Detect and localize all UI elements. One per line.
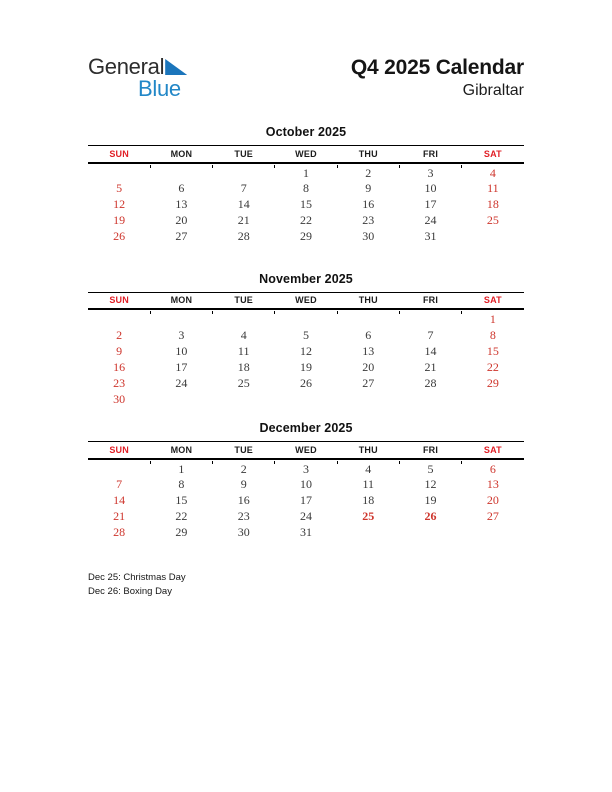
calendar-day: 7 (116, 477, 123, 491)
calendar-day: 26 (113, 229, 126, 243)
empty-day-cell (88, 309, 150, 327)
calendar-day: 23 (113, 375, 126, 390)
empty-day-cell (337, 309, 399, 327)
calendar-day: 21 (424, 359, 437, 374)
empty-day-cell (462, 229, 524, 245)
calendar-day: 9 (116, 343, 123, 358)
calendar-day: 11 (237, 343, 250, 358)
calendar-day: 4 (489, 165, 496, 180)
calendar-day: 3 (302, 461, 309, 476)
calendar-day: 18 (362, 493, 375, 507)
empty-day-cell (399, 309, 461, 327)
empty-day-cell (337, 525, 399, 541)
calendar-day: 16 (237, 493, 250, 507)
week-row (88, 229, 524, 245)
calendar-day: 17 (175, 359, 188, 374)
page-header (88, 56, 524, 104)
october-2025-section (88, 125, 524, 245)
calendar-day: 30 (237, 525, 250, 539)
day-header-row (88, 292, 524, 309)
day-header-tue: TUE (213, 146, 275, 163)
calendar-day: 16 (362, 197, 375, 211)
calendar-day: 10 (299, 477, 312, 491)
calendar-day: 25 (237, 375, 250, 390)
calendar-day: 19 (113, 213, 126, 227)
calendar-day: 24 (175, 375, 188, 390)
calendar-day: 14 (424, 343, 437, 358)
calendar-day: 1 (489, 312, 496, 326)
week-row (88, 343, 524, 359)
general-blue-logo (88, 56, 218, 100)
day-header-mon: MON (150, 146, 212, 163)
calendar-day: 29 (175, 525, 188, 539)
day-header-wed: WED (275, 146, 337, 163)
day-header-mon: MON (150, 442, 212, 459)
calendar-day: 23 (237, 509, 250, 523)
day-header-row (88, 442, 524, 459)
december-2025-calendar (88, 421, 524, 541)
calendar-day: 4 (240, 327, 247, 342)
week-row (88, 197, 524, 213)
day-header-sun: SUN (88, 146, 150, 163)
calendar-day: 1 (178, 461, 185, 476)
calendar-day: 11 (487, 181, 499, 195)
calendar-day: 18 (486, 197, 499, 211)
calendar-day: 7 (427, 327, 434, 342)
calendar-day: 29 (299, 229, 312, 243)
logo-word-general: General (88, 54, 165, 79)
calendar-day: 10 (175, 343, 188, 358)
december-2025-section (88, 421, 524, 541)
empty-day-cell (88, 163, 150, 181)
empty-day-cell (150, 309, 212, 327)
calendar-day: 3 (427, 165, 434, 180)
calendar-day: 7 (240, 181, 247, 195)
empty-day-cell (275, 391, 337, 407)
day-header-tue: TUE (213, 292, 275, 309)
day-header-sat: SAT (462, 292, 524, 309)
week-row (88, 477, 524, 493)
holiday-note: Dec 25: Christmas Day (88, 571, 186, 583)
day-header-sun: SUN (88, 292, 150, 309)
page-subtitle: Gibraltar (462, 82, 524, 99)
calendar-day: 23 (362, 213, 375, 227)
calendar-day: 27 (362, 375, 375, 390)
calendar-day: 22 (175, 509, 188, 523)
calendar-day: 22 (299, 213, 312, 227)
calendar-day: 9 (240, 477, 247, 491)
calendar-day: 28 (113, 525, 126, 539)
calendar-day: 12 (424, 477, 437, 491)
calendar-day: 5 (427, 461, 434, 476)
calendar-day: 30 (113, 391, 126, 406)
calendar-day: 17 (424, 197, 437, 211)
month-title: December 2025 (259, 421, 353, 435)
calendar-day: 20 (486, 493, 499, 507)
calendar-day: 5 (116, 181, 123, 195)
calendar-day: 28 (237, 229, 250, 243)
calendar-day: 2 (365, 165, 372, 180)
empty-day-cell (337, 391, 399, 407)
day-header-thu: THU (337, 292, 399, 309)
day-header-sun: SUN (88, 442, 150, 459)
calendar-day: 12 (113, 197, 126, 211)
empty-day-cell (275, 309, 337, 327)
week-row (88, 309, 524, 327)
day-header-thu: THU (337, 442, 399, 459)
day-header-fri: FRI (399, 292, 461, 309)
calendar-day: 27 (486, 509, 499, 523)
october-2025-calendar (88, 125, 524, 245)
calendar-day: 13 (362, 343, 375, 358)
calendar-day: 8 (302, 181, 309, 195)
calendar-day: 15 (175, 493, 188, 507)
calendar-day: 28 (424, 375, 437, 390)
calendar-day: 13 (175, 197, 188, 211)
day-header-sat: SAT (462, 146, 524, 163)
empty-day-cell (213, 163, 275, 181)
month-title: October 2025 (265, 125, 347, 139)
empty-day-cell (399, 525, 461, 541)
empty-day-cell (213, 391, 275, 407)
empty-day-cell (462, 525, 524, 541)
calendar-day: 6 (365, 327, 372, 342)
calendar-day: 27 (175, 229, 188, 243)
calendar-day: 26 (424, 509, 437, 523)
calendar-day: 29 (486, 375, 499, 390)
calendar-day: 3 (178, 327, 185, 342)
calendar-day: 26 (299, 375, 312, 390)
week-row (88, 525, 524, 541)
empty-day-cell (150, 391, 212, 407)
day-header-sat: SAT (462, 442, 524, 459)
november-2025-section (88, 272, 524, 408)
week-row (88, 327, 524, 343)
page-title: Q4 2025 Calendar (350, 56, 524, 79)
calendar-day: 30 (362, 229, 375, 243)
day-header-mon: MON (150, 292, 212, 309)
day-header-wed: WED (275, 442, 337, 459)
calendar-day: 12 (299, 343, 312, 358)
calendar-day: 24 (424, 213, 437, 227)
day-header-fri: FRI (399, 146, 461, 163)
calendar-day: 9 (365, 181, 372, 195)
week-row (88, 359, 524, 375)
calendar-day: 15 (486, 343, 499, 358)
calendar-day: 14 (237, 197, 250, 211)
calendar-day: 8 (489, 327, 496, 342)
week-row (88, 181, 524, 197)
calendar-day: 19 (424, 493, 437, 507)
day-header-row (88, 146, 524, 163)
calendar-day: 5 (302, 327, 309, 342)
week-row (88, 509, 524, 525)
holiday-notes (88, 571, 524, 599)
holiday-note: Dec 26: Boxing Day (88, 585, 172, 597)
title-block (351, 56, 524, 101)
calendar-day: 20 (362, 359, 375, 374)
calendar-day: 24 (299, 509, 312, 523)
calendar-day: 17 (299, 493, 312, 507)
calendar-day: 31 (299, 525, 312, 539)
calendar-day: 25 (362, 509, 375, 523)
week-row (88, 213, 524, 229)
day-header-fri: FRI (399, 442, 461, 459)
calendar-day: 18 (237, 359, 250, 374)
calendar-day: 4 (365, 461, 372, 476)
week-row (88, 391, 524, 407)
empty-day-cell (462, 391, 524, 407)
calendar-day: 19 (299, 359, 312, 374)
calendar-day: 8 (178, 477, 185, 491)
calendar-day: 11 (362, 477, 375, 491)
calendar-day: 21 (237, 213, 250, 227)
logo-word-blue: Blue (138, 76, 181, 101)
calendar-day: 25 (486, 213, 499, 227)
logo-triangle-icon (165, 59, 187, 75)
month-title: November 2025 (259, 271, 353, 286)
logo-text-general (88, 56, 218, 78)
calendar-day: 1 (302, 165, 309, 180)
calendar-day: 21 (113, 509, 126, 523)
calendar-day: 31 (424, 229, 437, 243)
calendar-day: 2 (116, 327, 123, 342)
calendar-day: 13 (486, 477, 499, 491)
day-header-tue: TUE (213, 442, 275, 459)
calendar-day: 15 (299, 197, 312, 211)
week-row (88, 163, 524, 181)
week-row (88, 493, 524, 509)
day-header-wed: WED (275, 292, 337, 309)
calendar-day: 2 (240, 461, 247, 476)
november-2025-calendar (88, 272, 524, 408)
empty-day-cell (150, 163, 212, 181)
months-container (88, 125, 524, 541)
calendar-day: 6 (178, 181, 185, 195)
day-header-thu: THU (337, 146, 399, 163)
calendar-day: 10 (424, 181, 437, 195)
calendar-day: 14 (113, 493, 126, 507)
empty-day-cell (213, 309, 275, 327)
empty-day-cell (88, 459, 150, 477)
empty-day-cell (399, 391, 461, 407)
calendar-day: 22 (486, 359, 499, 374)
calendar-day: 16 (113, 359, 126, 374)
calendar-day: 6 (489, 461, 496, 476)
calendar-day: 20 (175, 213, 188, 227)
week-row (88, 459, 524, 477)
week-row (88, 375, 524, 391)
